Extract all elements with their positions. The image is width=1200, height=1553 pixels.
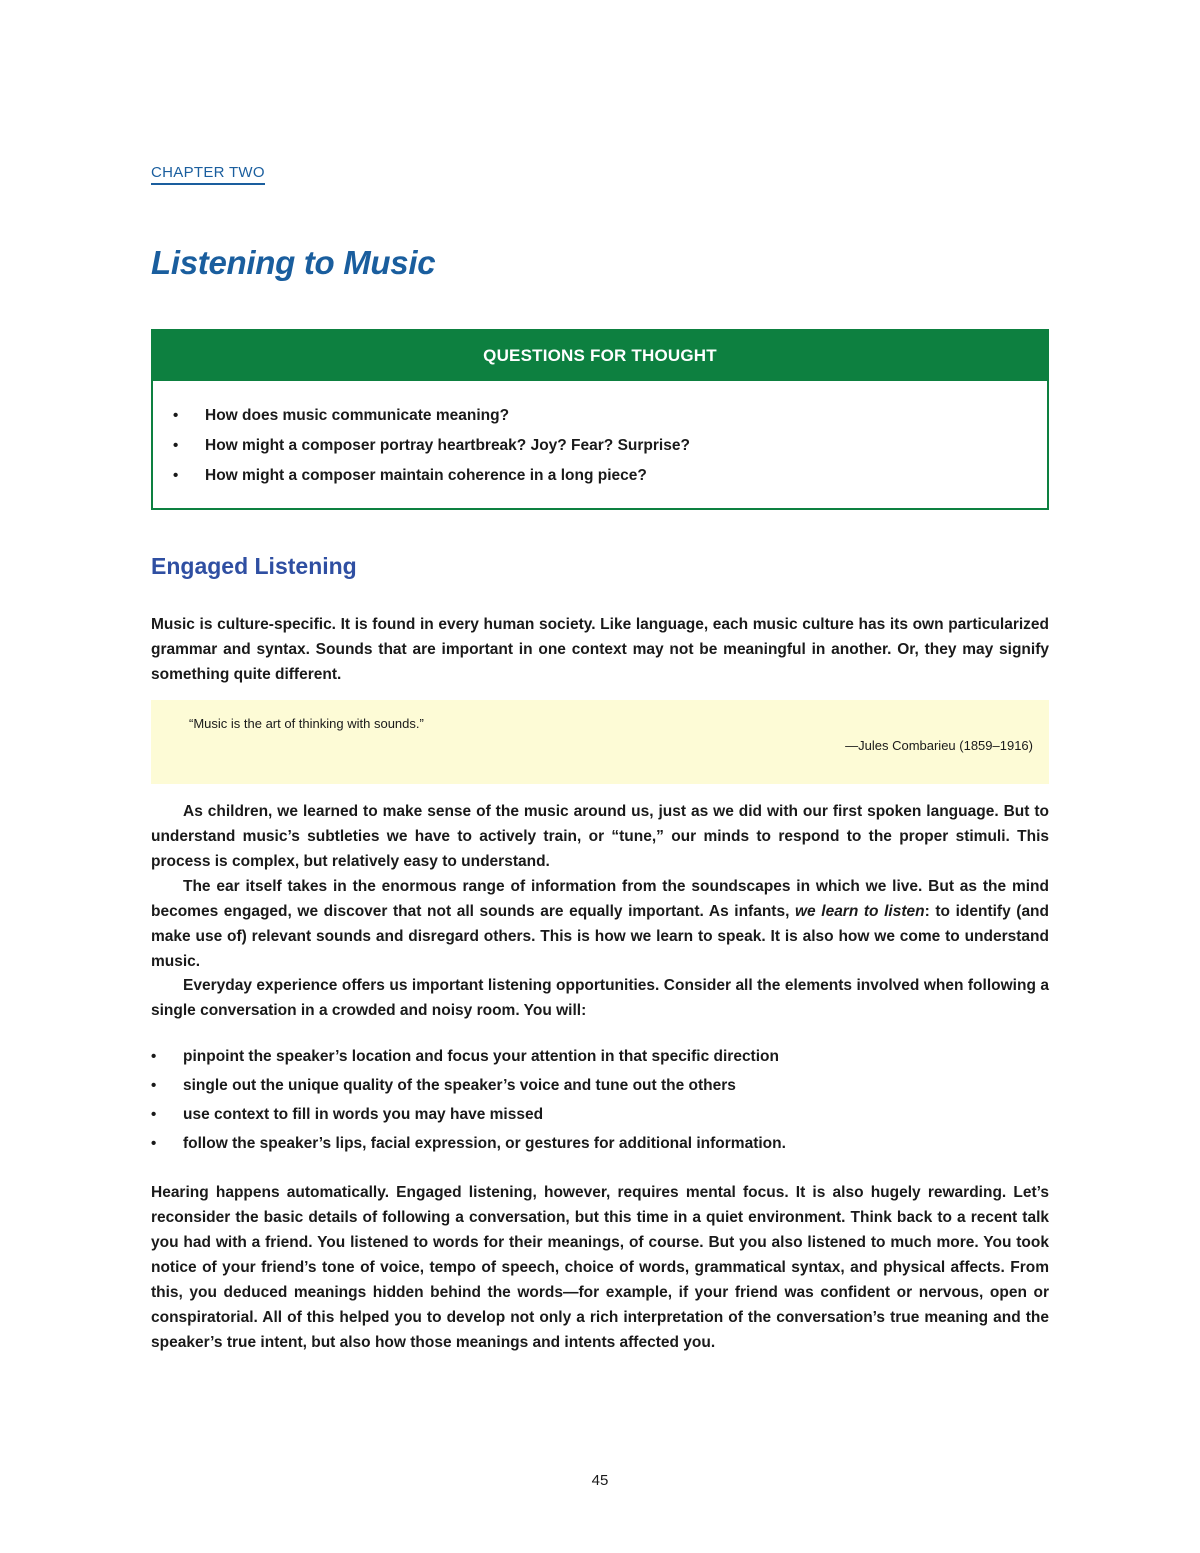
bullet-icon: • [151, 1077, 157, 1094]
quote-box [151, 700, 1049, 784]
list-item: • use context to fill in words you may have missed [151, 1100, 786, 1129]
body-paragraph-1: As children, we learned to make sense of the music around us, just as we did with our first spoken language. But to understand music’s subtleties we have to actively train, or “tune,” our minds to respond to the proper stimuli. This process is complex, but relatively easy to understand. [151, 803, 1049, 870]
list-item: • pinpoint the speaker’s location and focus your attention in that specific direction [151, 1042, 786, 1071]
questions-list [173, 401, 690, 491]
page-number: 45 [591, 1472, 609, 1489]
body-paragraph-2: The ear itself takes in the enormous range of information from the soundscapes in which we live. But as the mind becomes engaged, we discover that not all sounds are equally important. As infants, we learn to listen: to identify (and make use of) relevant sounds and disregard others. This is how we learn to speak. It is also how we come to understand music. [151, 878, 1049, 970]
quote-text: “Music is the art of thinking with sounds.” [189, 716, 424, 731]
chapter-label: CHAPTER TWO [151, 164, 265, 185]
bullet-icon: • [151, 1048, 157, 1065]
bullet-icon: • [151, 1106, 157, 1123]
question-item: • How might a composer portray heartbreak? Joy? Fear? Surprise? [173, 431, 690, 461]
section-heading: Engaged Listening [151, 553, 357, 579]
body-paragraph-3: Everyday experience offers us important listening opportunities. Consider all the elements involved when following a single conversation in a crowded and noisy room. You will: [151, 977, 1049, 1019]
listening-list [151, 1042, 786, 1158]
question-item: • How does music communicate meaning? [173, 401, 690, 431]
quote-author: —Jules Combarieu (1859–1916) [845, 738, 1033, 753]
list-item: • single out the unique quality of the speaker’s voice and tune out the others [151, 1071, 786, 1100]
question-item: • How might a composer maintain coherence in a long piece? [173, 461, 690, 491]
bullet-icon: • [173, 407, 179, 424]
bullet-icon: • [173, 437, 179, 454]
bullet-icon: • [173, 467, 179, 484]
bullet-icon: • [151, 1135, 157, 1152]
emphasis-text: we learn to listen [795, 903, 925, 920]
chapter-title: Listening to Music [151, 244, 436, 281]
closing-paragraph: Hearing happens automatically. Engaged listening, however, requires mental focus. It is also hugely rewarding. Let’s reconsider the basic details of following a conversation, but this time in a quiet environment. Think back to a recent talk you had with a friend. You listened to words for their meanings, of course. But you also listened to much more. You took notice of your friend’s tone of voice, tempo of speech, choice of words, grammatical syntax, and physical affects. From this, you deduced meanings hidden behind the words—for example, if your friend was confident or nervous, open or conspiratorial. All of this helped you to develop not only a rich interpretation of the conversation’s true meaning and the speaker’s true intent, but also how those meanings and intents affected you. [151, 1184, 1049, 1351]
questions-box-header: QUESTIONS FOR THOUGHT [153, 331, 1047, 381]
questions-box [151, 329, 1049, 510]
list-item: • follow the speaker’s lips, facial expression, or gestures for additional information. [151, 1129, 786, 1158]
intro-paragraph: Music is culture-specific. It is found in every human society. Like language, each music culture has its own particularized grammar and syntax. Sounds that are important in one context may not be meaningful in another. Or, they may signify something quite different. [151, 616, 1049, 683]
